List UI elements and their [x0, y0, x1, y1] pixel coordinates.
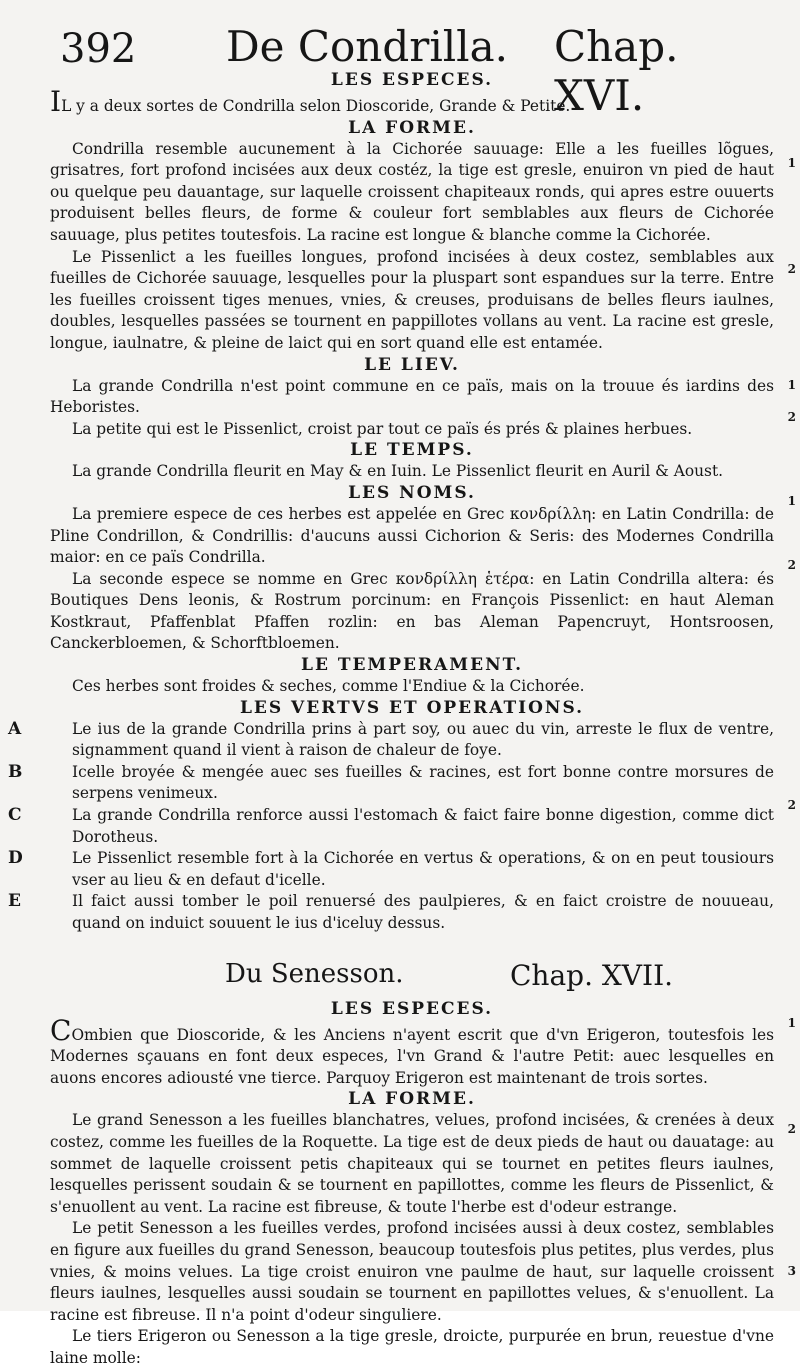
- heading-especes: LES ESPECES.: [330, 70, 494, 90]
- heading-vertus: LES VERTVS ET OPERATIONS.: [239, 697, 585, 718]
- heading-noms: LES NOMS.: [348, 482, 476, 503]
- paragraph-lieu-1: La grande Condrilla n'est point commune en ce païs, mais on la trouue és iardins des Heboristes.: [50, 376, 774, 417]
- margin-number: 1: [787, 494, 796, 508]
- item-text: Icelle broyée & mengée auec ses fueilles & racines, est fort bonne contre morsures de serpens venimeux.: [72, 762, 774, 803]
- paragraph-lieu-2: La petite qui est le Pissenlict, croist par tout ce païs és prés & plaines herbues.: [72, 419, 693, 438]
- heading-lieu: LE LIEV.: [364, 354, 460, 375]
- chapter-title: Du Senesson.: [225, 958, 404, 989]
- virtue-item-c: [8, 805, 774, 848]
- paragraph-forme-5: Le tiers Erigeron ou Senesson a la tige gresle, droicte, purpurée en brun, reuestue d'vne laine molle:: [50, 1327, 774, 1367]
- item-letter: B: [8, 761, 23, 782]
- chapter-heading-senesson: [50, 949, 774, 999]
- heading-especes-2: LES ESPECES.: [330, 998, 494, 1019]
- paragraph-forme-2: Le Pissenlict a les fueilles longues, profond incisées à deux costez, semblables aux fueilles de Cichorée sauuage, lesquelles pour la pluspart sont espandues sur la terre. Entre les fueilles croissent tiges menues, vnies, & creuses, produisans de belles fleurs iaulnes, doubles, lesquelles passées se tournent en pappillotes vollans au vent. La racine est gresle, longue, iaulnatre, & pleine de laict qui en sort quand elle est entamée.: [50, 247, 774, 352]
- heading-forme-2: LA FORME.: [348, 1089, 476, 1110]
- margin-number: 2: [787, 262, 796, 276]
- heading-temps: LE TEMPS.: [350, 440, 474, 461]
- paragraph-forme-3: Le grand Senesson a les fueilles blanchatres, velues, profond incisées, & crenées à deux costez, comme les fueilles de la Roquette. La tige est de deux pieds de haut ou dauatage: au sommet de laquelle croissent petis chapiteaux qui se tournet en petites fleurs iaulnes, lesquelles perissent soudain & se tournent en papillottes, comme les fleurs de Pissenlict, & s'enuollent au vent. La racine est fibreuse, & toute l'herbe est d'odeur estrange.: [50, 1111, 774, 1216]
- chapter-title: De Condrilla.: [226, 22, 509, 71]
- virtue-item-e: [8, 891, 774, 934]
- paragraph-especes-2: COmbien que Dioscoride, & les Anciens n'ayent escrit que d'vn Erigeron, toutesfois les Modernes sçauans en font deux especes, l'vn Grand & l'autre Petit: auec lesquelles en auons encores adiousté vne tierce. Parquoy Erigeron est maintenant de trois sortes.: [50, 1013, 774, 1087]
- item-text: Le ius de la grande Condrilla prins à part soy, ou auec du vin, arreste le flux de ventre, signamment quand il vient à raison de chaleur de foye.: [72, 719, 774, 760]
- paragraph-especes: IL y a deux sortes de Condrilla selon Dioscoride, Grande & Petite.: [50, 85, 571, 118]
- paragraph-temperament: Ces herbes sont froides & seches, comme l'Endiue & la Cichorée.: [72, 677, 585, 696]
- virtue-item-b: [8, 761, 774, 805]
- paragraph-forme-4: Le petit Senesson a les fueilles verdes, profond incisées aussi à deux costez, semblables en figure aux fueilles du grand Senesson, beaucoup toutesfois plus petites, plus verdes, plus vnies, & moins velues. La tige croist enuiron vne paulme de haut, sur laquelle croissent fleurs iaulnes, lesquelles aussi soudain se tournent en papillottes velues, & s'enuollent. La racine est fibreuse. Il n'a point d'odeur singuliere.: [50, 1219, 774, 1324]
- item-text: La grande Condrilla renforce aussi l'estomach & faict faire bonne digestion, comme dict Dorotheus.: [72, 806, 774, 846]
- margin-number: 2: [787, 1122, 796, 1136]
- margin-number: 1: [787, 156, 796, 170]
- heading-temperament: LE TEMPERAMENT.: [300, 655, 523, 676]
- item-text: Il faict aussi tomber le poil renuersé des paulpieres, & en faict croistre de nouueau, quand on induict souuent le ius d'iceluy dessus.: [72, 892, 774, 932]
- paragraph-temps: La grande Condrilla fleurit en May & en Iuin. Le Pissenlict fleurit en Auril & Aoust.: [72, 462, 724, 481]
- paragraph-noms-1: La premiere espece de ces herbes est appelée en Grec κονδρίλλη: en Latin Condrilla: de Pline Condrillon, & Condrillis: d'aucuns aussi Cichorion & Seris: des Modernes Condrilla maior: en ce païs Condrilla.: [50, 504, 774, 567]
- chapter-number: Chap. XVII.: [510, 958, 674, 992]
- item-letter: E: [8, 891, 21, 912]
- virtue-item-d: [8, 848, 774, 891]
- virtue-item-a: [8, 718, 774, 762]
- margin-number: 3: [787, 1264, 796, 1278]
- item-letter: D: [8, 848, 23, 869]
- paragraph-forme-1: Condrilla resemble aucunement à la Cichorée sauuage: Elle a les fueilles lõgues, grisatres, fort profond incisées aux deux costéz, la tige est gresle, enuiron vn pied de haut ou quelque peu dauantage, sur laquelle croissent chapiteaux ronds, qui apres estre ouuerts produisent belles fleurs, de forme & couleur fort semblables aux fleurs de Cichorée sauuage, plus petites toutesfois. La racine est longue & blanche comme la Cichorée.: [50, 139, 774, 244]
- heading-forme: LA FORME.: [348, 117, 476, 138]
- chapter-number: Chap. XVI.: [554, 22, 679, 120]
- item-letter: C: [8, 805, 22, 826]
- margin-number: 2: [787, 558, 796, 572]
- margin-number: 1: [787, 378, 796, 392]
- item-text: Le Pissenlict resemble fort à la Cichorée en vertus & operations, & on en peut tousiours vser au lieu & en defaut d'icelle.: [72, 849, 774, 889]
- paragraph-noms-2: La seconde espece se nomme en Grec κονδρίλλη ἑτέρα: en Latin Condrilla altera: és Boutiques Dens leonis, & Rostrum porcinum: en François Pissenlict: en haut Aleman Kostkraut, Pfaffenblat Pfaffen rozlin: en bas Aleman Papencruyt, Hontsroosen, Canckerbloemen, & Schorftbloemen.: [50, 569, 774, 653]
- margin-number: 2: [787, 410, 796, 424]
- page-number: 392: [60, 26, 137, 72]
- item-letter: A: [8, 718, 22, 739]
- margin-number: 1: [787, 1016, 796, 1030]
- margin-number: 2: [787, 798, 796, 812]
